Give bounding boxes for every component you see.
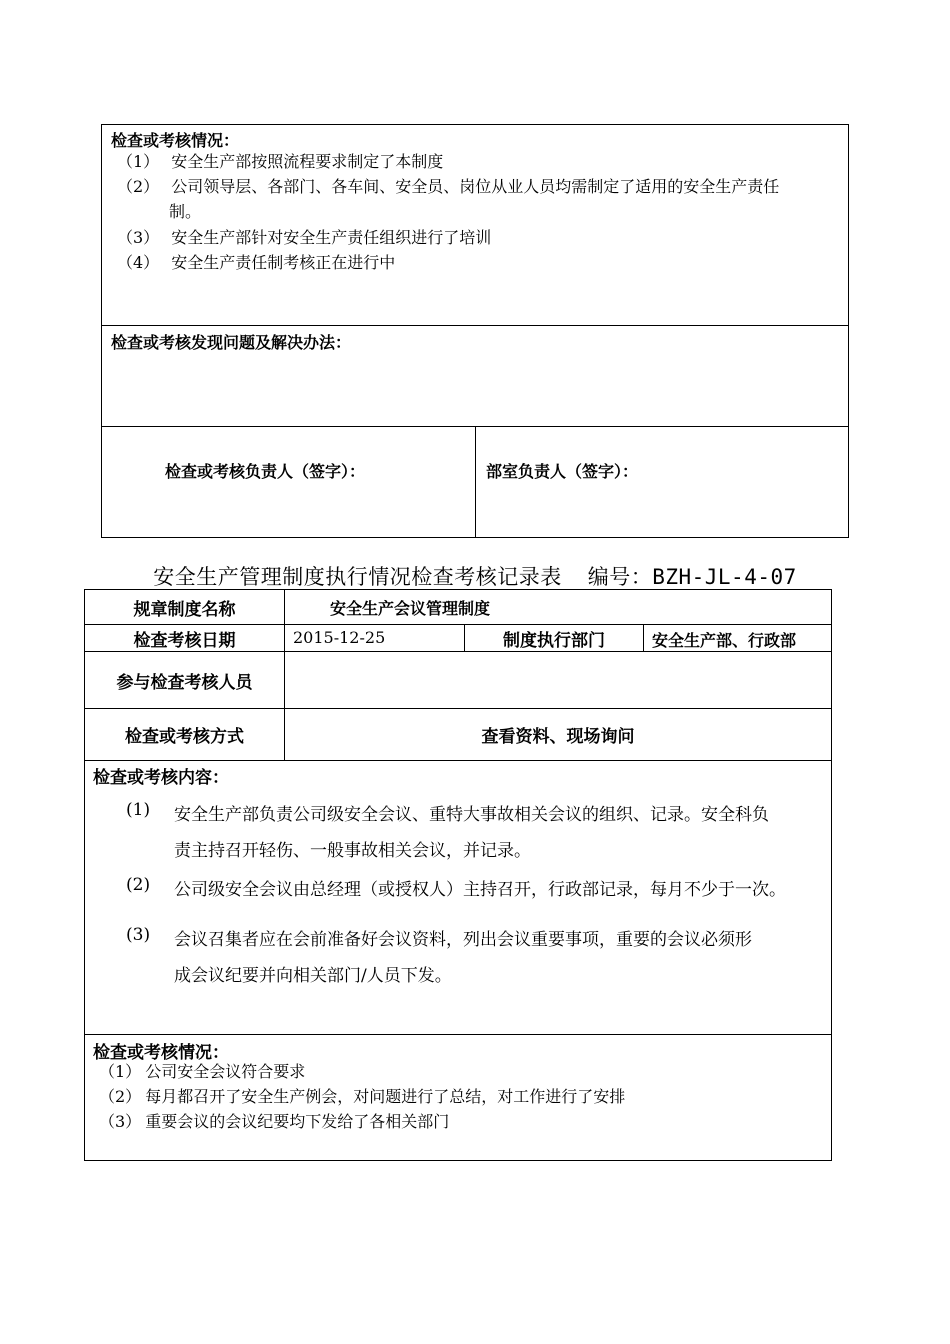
item-number: （4） [117, 253, 160, 272]
method-label: 检查或考核方式 [125, 727, 244, 747]
regulation-name-label: 规章制度名称 [133, 599, 236, 620]
content-item-line: 责主持召开轻伤、一般事故相关会议，并记录。 [174, 841, 531, 861]
exec-dept-value: 安全生产部、行政部 [652, 631, 797, 650]
item-text: 公司安全会议符合要求 [145, 1062, 306, 1081]
item-number: （3） [117, 228, 160, 247]
item-text: 公司领导层、各部门、各车间、安全员、岗位从业人员均需制定了适用的安全生产责任 [171, 177, 780, 196]
item-text: 安全生产部针对安全生产责任组织进行了培训 [171, 228, 492, 247]
content-item-line: 会议召集者应在会前准备好会议资料，列出会议重要事项，重要的会议必须形 [174, 930, 752, 950]
record-title: 安全生产管理制度执行情况检查考核记录表 [153, 565, 562, 589]
list-item [99, 1110, 449, 1134]
item-number: （3） [99, 1112, 142, 1131]
row-divider [84, 760, 832, 761]
top-situation-heading: 检查或考核情况： [111, 131, 240, 150]
list-item [99, 1060, 305, 1084]
dept-head-label: 部室负责人（签字）： [486, 462, 639, 481]
record-code: 编号：BZH-JL-4-07 [587, 565, 797, 589]
col-divider [643, 624, 644, 651]
list-item [117, 175, 779, 199]
check-date-value: 2015-12-25 [293, 628, 386, 647]
content-item-number: (2) [126, 875, 151, 895]
situation-heading: 检查或考核情况： [93, 1043, 229, 1063]
row-divider [84, 1034, 832, 1035]
content-item-line: 安全生产部负责公司级安全会议、重特大事故相关会议的组织、记录。安全科负 [174, 805, 769, 825]
item-text: 每月都召开了安全生产例会，对问题进行了总结，对工作进行了安排 [145, 1087, 626, 1106]
signer-label: 检查或考核负责人（签字）： [165, 462, 366, 481]
item-number: （2） [117, 177, 160, 196]
content-item-number: (3) [126, 925, 151, 945]
item-text: 安全生产部按照流程要求制定了本制度 [171, 152, 444, 171]
content-heading: 检查或考核内容： [93, 768, 229, 788]
top-table-divider [475, 426, 476, 538]
item-number: （1） [99, 1062, 142, 1081]
item-text: 重要会议的会议纪要均下发给了各相关部门 [145, 1112, 450, 1131]
list-item [117, 226, 491, 250]
content-item-number: (1) [126, 800, 151, 820]
top-table-divider [101, 325, 849, 326]
list-item [99, 1085, 625, 1109]
exec-dept-label: 制度执行部门 [503, 630, 605, 651]
content-item-line: 成会议纪要并向相关部门/人员下发。 [174, 966, 452, 986]
method-value: 查看资料、现场询问 [481, 727, 635, 747]
page-title [0, 561, 950, 591]
participants-label: 参与检查考核人员 [116, 672, 253, 693]
check-date-label: 检查考核日期 [133, 630, 236, 651]
item-number: （1） [117, 152, 160, 171]
list-item [117, 150, 443, 174]
list-item [117, 251, 395, 275]
regulation-name-value: 安全生产会议管理制度 [330, 599, 491, 618]
item-number: （2） [99, 1087, 142, 1106]
problems-heading: 检查或考核发现问题及解决办法： [111, 333, 352, 352]
item-text: 安全生产责任制考核正在进行中 [171, 253, 396, 272]
list-item-continuation: 制。 [169, 202, 202, 221]
content-item-line: 公司级安全会议由总经理（或授权人）主持召开，行政部记录，每月不少于一次。 [174, 880, 786, 900]
